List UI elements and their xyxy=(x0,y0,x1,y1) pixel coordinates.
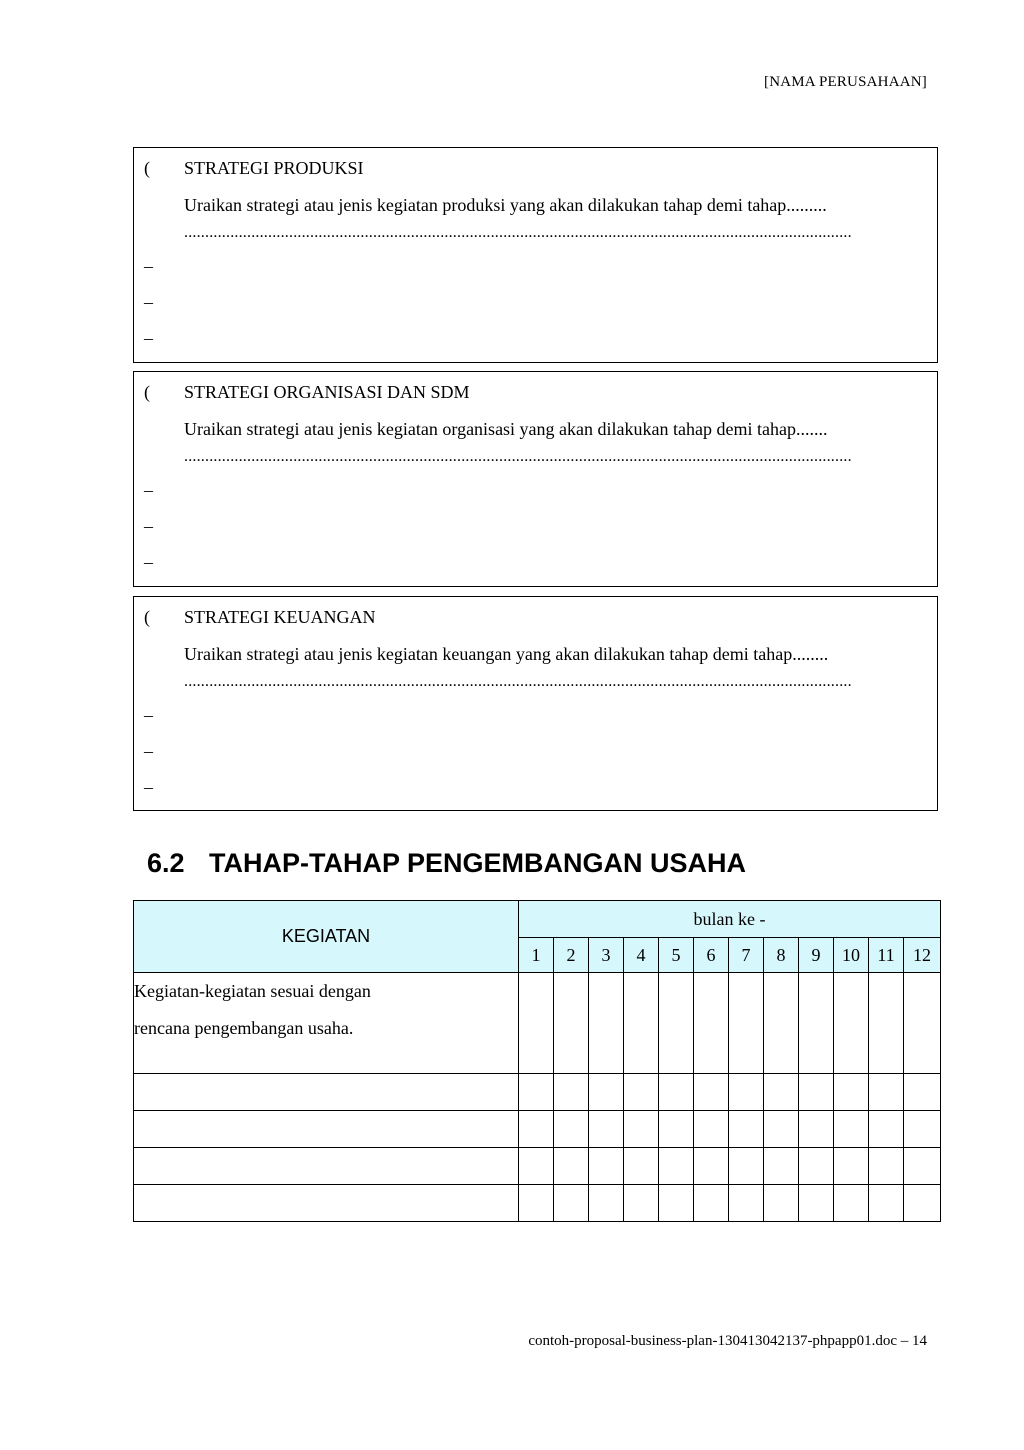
month-cell xyxy=(869,1148,904,1185)
month-cell xyxy=(519,1148,554,1185)
month-cell xyxy=(659,1185,694,1222)
dash-item: – xyxy=(144,480,153,500)
activity-cell xyxy=(134,1074,519,1111)
month-cell xyxy=(589,1074,624,1111)
activity-column-header: KEGIATAN xyxy=(134,901,519,973)
month-cell xyxy=(764,973,799,1074)
month-cell xyxy=(764,1185,799,1222)
activity-cell xyxy=(134,1148,519,1185)
month-cell xyxy=(519,973,554,1074)
month-cell xyxy=(694,973,729,1074)
month-cell xyxy=(624,1074,659,1111)
development-stages-table xyxy=(133,900,941,1222)
month-cell xyxy=(624,1185,659,1222)
month-cell xyxy=(519,1185,554,1222)
month-cell xyxy=(904,1074,941,1111)
month-cell xyxy=(729,1185,764,1222)
strategy-box-keuangan xyxy=(133,596,938,811)
month-cell xyxy=(694,1148,729,1185)
strategy-description: Uraikan strategi atau jenis kegiatan organisasi yang akan dilakukan tahap demi tahap....... xyxy=(184,419,828,439)
month-cell xyxy=(869,973,904,1074)
strategy-box-organisasi xyxy=(133,371,938,587)
month-cell xyxy=(554,1074,589,1111)
month-cell xyxy=(729,1148,764,1185)
dash-item: – xyxy=(144,292,153,312)
dash-item: – xyxy=(144,705,153,725)
strategy-box-produksi xyxy=(133,147,938,363)
month-cell xyxy=(764,1074,799,1111)
month-cell xyxy=(904,1111,941,1148)
month-group-header: bulan ke - xyxy=(519,901,941,938)
month-cell xyxy=(589,1148,624,1185)
month-cell xyxy=(764,1148,799,1185)
strategy-description: Uraikan strategi atau jenis kegiatan keuangan yang akan dilakukan tahap demi tahap........ xyxy=(184,644,829,664)
month-header: 3 xyxy=(589,938,624,973)
month-cell xyxy=(554,1148,589,1185)
activity-text-line: Kegiatan-kegiatan sesuai dengan xyxy=(134,981,371,1001)
page-header-company: [NAMA PERUSAHAAN] xyxy=(764,74,927,90)
strategy-title: STRATEGI ORGANISASI DAN SDM xyxy=(184,382,470,402)
month-cell xyxy=(554,973,589,1074)
month-header: 11 xyxy=(869,938,904,973)
table-row xyxy=(134,1074,941,1111)
month-cell xyxy=(519,1074,554,1111)
month-cell xyxy=(869,1074,904,1111)
month-header: 6 xyxy=(694,938,729,973)
month-cell xyxy=(659,1148,694,1185)
section-number: 6.2 xyxy=(147,848,185,878)
table-row xyxy=(134,973,941,1074)
month-header: 5 xyxy=(659,938,694,973)
month-cell xyxy=(729,1074,764,1111)
month-cell xyxy=(869,1185,904,1222)
month-cell xyxy=(694,1111,729,1148)
bullet-marker: ( xyxy=(144,607,150,627)
strategy-title: STRATEGI KEUANGAN xyxy=(184,607,376,627)
activity-cell xyxy=(134,973,519,1074)
month-cell xyxy=(624,1148,659,1185)
month-cell xyxy=(659,973,694,1074)
strategy-description: Uraikan strategi atau jenis kegiatan produksi yang akan dilakukan tahap demi tahap......... xyxy=(184,195,827,215)
month-header: 9 xyxy=(799,938,834,973)
month-cell xyxy=(834,1185,869,1222)
month-cell xyxy=(554,1111,589,1148)
dash-item: – xyxy=(144,552,153,572)
dotted-fill-line: ............................................................................................................................................................... xyxy=(184,673,852,690)
month-cell xyxy=(764,1111,799,1148)
month-cell xyxy=(659,1111,694,1148)
table-row xyxy=(134,1185,941,1222)
page-footer-filename: contoh-proposal-business-plan-130413042137-phpapp01.doc – 14 xyxy=(528,1333,927,1349)
month-header: 4 xyxy=(624,938,659,973)
month-cell xyxy=(834,973,869,1074)
month-cell xyxy=(694,1074,729,1111)
month-cell xyxy=(624,973,659,1074)
month-cell xyxy=(694,1185,729,1222)
month-cell xyxy=(589,973,624,1074)
month-header: 2 xyxy=(554,938,589,973)
section-title-text: TAHAP-TAHAP PENGEMBANGAN USAHA xyxy=(209,848,747,878)
month-cell xyxy=(834,1074,869,1111)
month-cell xyxy=(834,1148,869,1185)
dash-item: – xyxy=(144,328,153,348)
month-cell xyxy=(799,1074,834,1111)
month-header: 12 xyxy=(904,938,941,973)
month-cell xyxy=(799,973,834,1074)
activity-cell xyxy=(134,1185,519,1222)
month-cell xyxy=(799,1111,834,1148)
month-cell xyxy=(729,973,764,1074)
dash-item: – xyxy=(144,516,153,536)
month-cell xyxy=(554,1185,589,1222)
month-cell xyxy=(904,973,941,1074)
month-cell xyxy=(904,1185,941,1222)
month-header: 10 xyxy=(834,938,869,973)
month-cell xyxy=(799,1148,834,1185)
dash-item: – xyxy=(144,777,153,797)
section-heading xyxy=(147,848,746,879)
table-row xyxy=(134,1148,941,1185)
month-cell xyxy=(624,1111,659,1148)
month-cell xyxy=(834,1111,869,1148)
strategy-title: STRATEGI PRODUKSI xyxy=(184,158,364,178)
month-cell xyxy=(519,1111,554,1148)
month-header: 8 xyxy=(764,938,799,973)
month-header: 1 xyxy=(519,938,554,973)
bullet-marker: ( xyxy=(144,382,150,402)
dash-item: – xyxy=(144,741,153,761)
month-cell xyxy=(869,1111,904,1148)
month-cell xyxy=(799,1185,834,1222)
month-cell xyxy=(729,1111,764,1148)
bullet-marker: ( xyxy=(144,158,150,178)
month-cell xyxy=(589,1111,624,1148)
activity-cell xyxy=(134,1111,519,1148)
dotted-fill-line: ............................................................................................................................................................... xyxy=(184,448,852,465)
activity-text-line: rencana pengembangan usaha. xyxy=(134,1018,354,1038)
month-cell xyxy=(589,1185,624,1222)
month-header: 7 xyxy=(729,938,764,973)
dash-item: – xyxy=(144,256,153,276)
dotted-fill-line: ............................................................................................................................................................... xyxy=(184,224,852,241)
table-row xyxy=(134,1111,941,1148)
month-cell xyxy=(659,1074,694,1111)
month-cell xyxy=(904,1148,941,1185)
